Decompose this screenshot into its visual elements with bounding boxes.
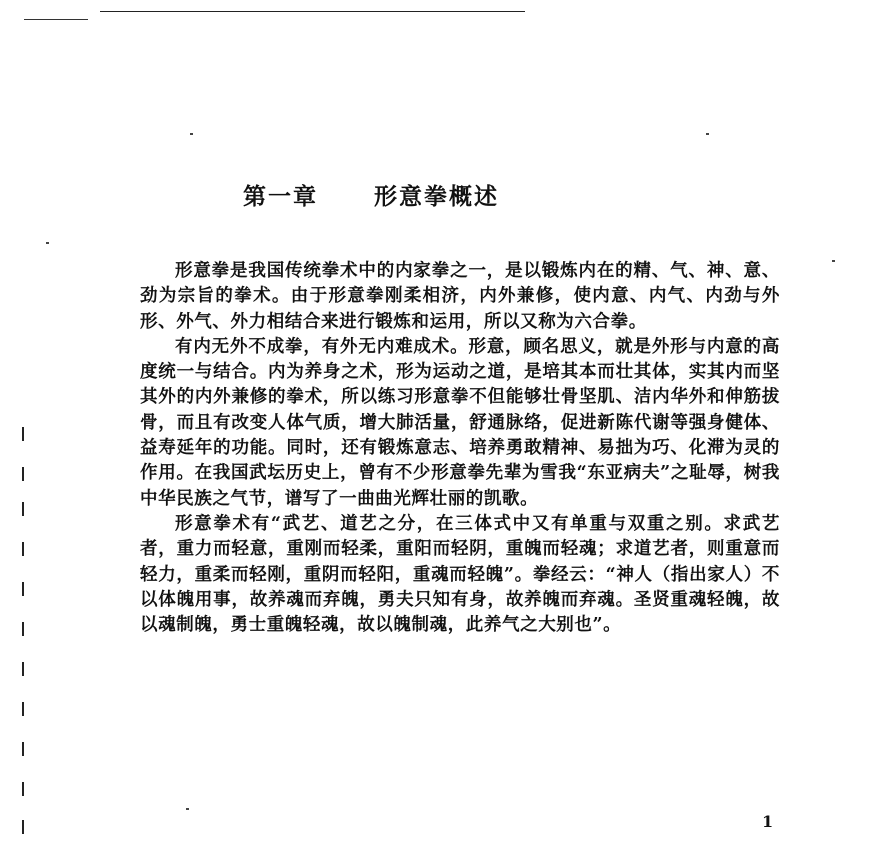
- scan-speck: [832, 260, 835, 262]
- margin-tick: [22, 702, 24, 716]
- margin-tick: [22, 502, 24, 516]
- margin-tick: [22, 467, 24, 481]
- chapter-heading: [243, 178, 583, 212]
- chapter-number: 第一章: [243, 184, 318, 210]
- chapter-title: 形意拳概述: [374, 184, 499, 210]
- scan-speck: [190, 133, 193, 135]
- margin-tick: [22, 582, 24, 596]
- paragraph: 有内无外不成拳，有外无内难成术。形意，顾名思义，就是外形与内意的高度统一与结合。内为养身之术，形为运动之道，是培其本而壮其体，实其内而坚其外的内外兼修的拳术，所以练习形意拳不但能够壮骨坚肌、洁内华外和伸筋拔骨，而且有改变人体气质，增大肺活量，舒通脉络，促进新陈代谢等强身健体、益寿延年的功能。同时，还有锻炼意志、培养勇敢精神、易拙为巧、化滞为灵的作用。在我国武坛历史上，曾有不少形意拳先辈为雪我“东亚病夫”之耻辱，树我中华民族之气节，谱写了一曲曲光辉壮丽的凯歌。: [140, 336, 780, 509]
- margin-tick: [22, 820, 24, 834]
- scan-top-rule-short: [24, 19, 88, 20]
- body-text: [140, 259, 780, 638]
- margin-tick: [22, 742, 24, 756]
- paragraph: 形意拳术有“武艺、道艺之分，在三体式中又有单重与双重之别。求武艺者，重力而轻意，重刚而轻柔，重阳而轻阴，重魄而轻魂；求道艺者，则重意而轻力，重柔而轻刚，重阴而轻阳，重魂而轻魄”。拳经云：“神人（指出家人）不以体魄用事，故养魂而弃魄，勇夫只知有身，故养魄而弃魂。圣贤重魂轻魄，故以魂制魄，勇士重魄轻魂，故以魄制魂，此养气之大别也”。: [140, 513, 780, 636]
- margin-tick: [22, 622, 24, 636]
- scan-speck: [706, 133, 709, 135]
- margin-tick: [22, 427, 24, 441]
- scan-speck: [46, 242, 49, 244]
- margin-tick: [22, 662, 24, 676]
- paragraph: 形意拳是我国传统拳术中的内家拳之一，是以锻炼内在的精、气、神、意、劲为宗旨的拳术。由于形意拳刚柔相济，内外兼修，使内意、内气、内劲与外形、外气、外力相结合来进行锻炼和运用，所以又称为六合拳。: [140, 261, 780, 332]
- scan-top-rule: [100, 11, 525, 12]
- margin-tick: [22, 782, 24, 796]
- page-number: 1: [762, 812, 774, 831]
- margin-tick: [22, 542, 24, 556]
- scan-speck: [186, 808, 189, 810]
